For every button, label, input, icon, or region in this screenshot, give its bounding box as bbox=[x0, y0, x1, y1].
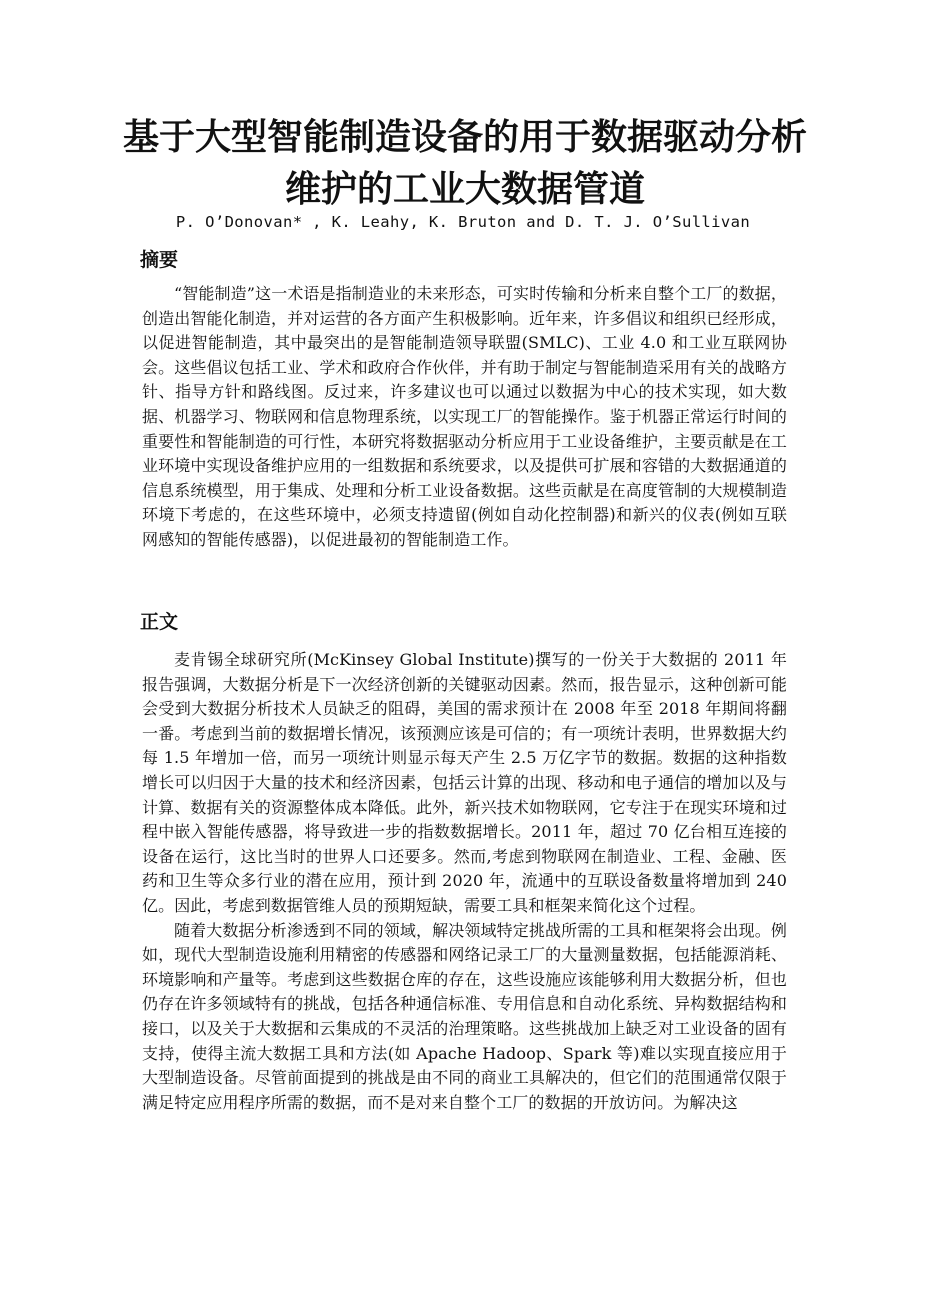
body-heading: 正文 bbox=[140, 611, 179, 633]
author-list: P. O’Donovan* , K. Leahy, K. Bruton and D. T. J. O’Sullivan bbox=[175, 213, 751, 231]
abstract-section bbox=[142, 282, 787, 553]
paper-title: 基于大型智能制造设备的用于数据驱动分析维护的工业大数据管道 bbox=[122, 117, 807, 210]
abstract-paragraph: “智能制造”这一术语是指制造业的未来形态，可实时传输和分析来自整个工厂的数据，创造出智能化制造，并对运营的各方面产生积极影响。近年来，许多倡议和组织已经形成，以促进智能制造，其中最突出的是智能制造领导联盟(SMLC)、工业 4.0 和工业互联网协会。这些倡议包括工业、学术和政府合作伙伴，并有助于制定与智能制造采用有关的战略方针、指导方针和路线图。反过来，许多建议也可以通过以数据为中心的技术实现，如大数据、机器学习、物联网和信息物理系统，以实现工厂的智能操作。鉴于机器正常运行时间的重要性和智能制造的可行性，本研究将数据驱动分析应用于工业设备维护，主要贡献是在工业环境中实现设备维护应用的一组数据和系统要求，以及提供可扩展和容错的大数据通道的信息系统模型，用于集成、处理和分析工业设备数据。这些贡献是在高度管制的大规模制造环境下考虑的，在这些环境中，必须支持遗留(例如自动化控制器)和新兴的仪表(例如互联网感知的智能传感器)，以促进最初的智能制造工作。 bbox=[142, 284, 787, 549]
abstract-heading: 摘要 bbox=[140, 249, 179, 271]
body-section bbox=[142, 648, 787, 1115]
body-paragraph: 随着大数据分析渗透到不同的领域，解决领域特定挑战所需的工具和框架将会出现。例如，现代大型制造设施利用精密的传感器和网络记录工厂的大量测量数据，包括能源消耗、环境影响和产量等。考虑到这些数据仓库的存在，这些设施应该能够利用大数据分析，但也仍存在许多领域特有的挑战，包括各种通信标准、专用信息和自动化系统、异构数据结构和接口，以及关于大数据和云集成的不灵活的治理策略。这些挑战加上缺乏对工业设备的固有支持，使得主流大数据工具和方法(如 Apache Hadoop、Spark 等)难以实现直接应用于大型制造设备。尽管前面提到的挑战是由不同的商业工具解决的，但它们的范围通常仅限于满足特定应用程序所需的数据，而不是对来自整个工厂的数据的开放访问。为解决这 bbox=[142, 920, 787, 1112]
body-paragraph: 麦肯锡全球研究所(McKinsey Global Institute)撰写的一份关于大数据的 2011 年报告强调，大数据分析是下一次经济创新的关键驱动因素。然而，报告显示，这种创新可能会受到大数据分析技术人员缺乏的阻碍，美国的需求预计在 2008 年至 2018 年期间将翻一番。考虑到当前的数据增长情况，该预测应该是可信的；有一项统计表明，世界数据大约每 1.5 年增加一倍，而另一项统计则显示每天产生 2.5 万亿字节的数据。数据的这种指数增长可以归因于大量的技术和经济因素，包括云计算的出现、移动和电子通信的增加以及与计算、数据有关的资源整体成本降低。此外，新兴技术如物联网，它专注于在现实环境和过程中嵌入智能传感器，将导致进一步的指数数据增长。2011 年，超过 70 亿台相互连接的设备在运行，这比当时的世界人口还要多。然而,考虑到物联网在制造业、工程、金融、医药和卫生等众多行业的潜在应用，预计到 2020 年，流通中的互联设备数量将增加到 240 亿。因此，考虑到数据管维人员的预期短缺，需要工具和框架来简化这个过程。 bbox=[142, 650, 787, 915]
